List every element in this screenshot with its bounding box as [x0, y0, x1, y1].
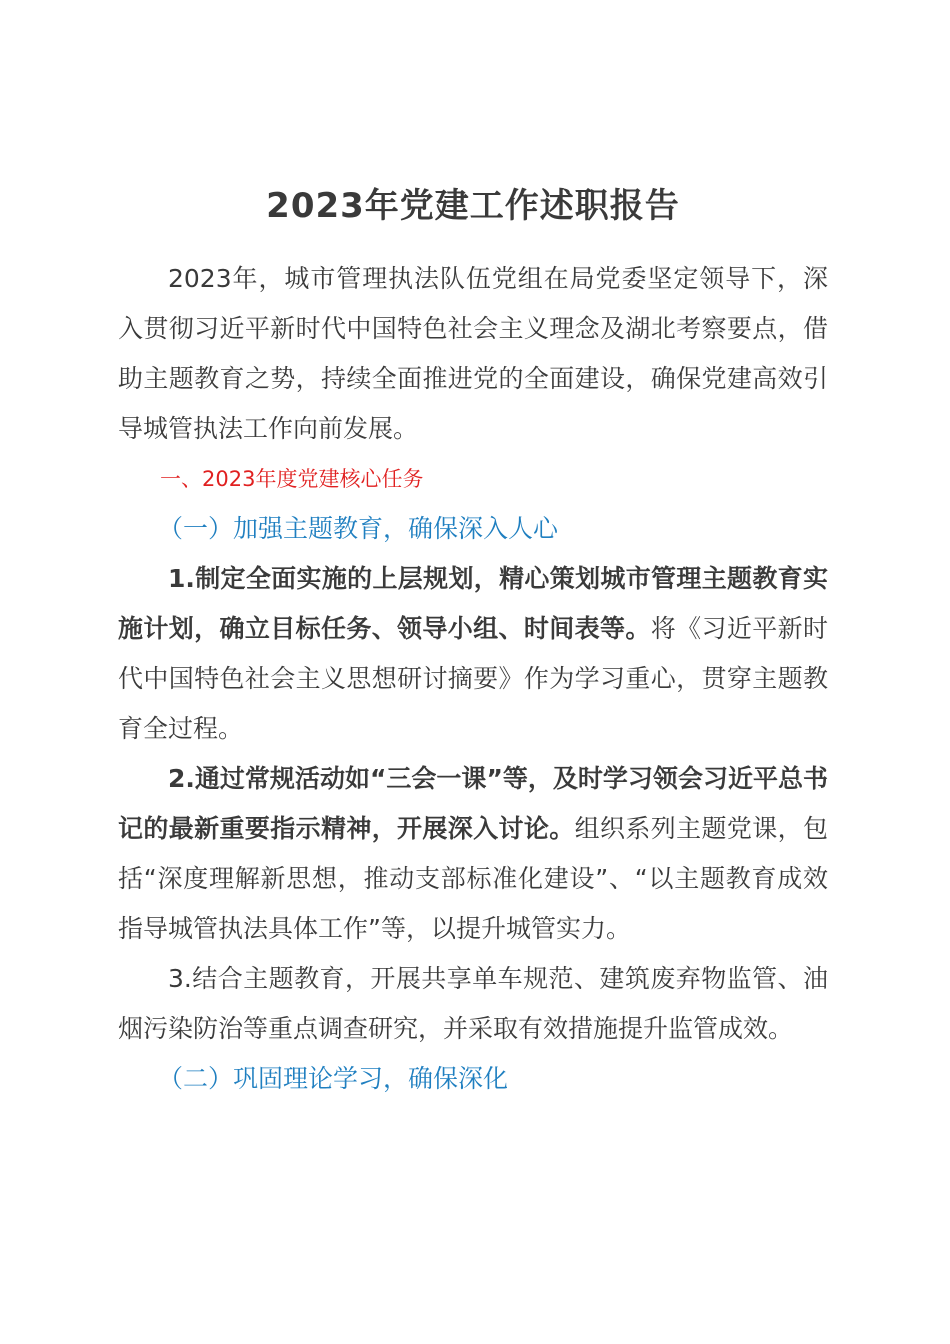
section-heading-1: 一、2023年度党建核心任务: [160, 467, 424, 491]
item-2-text: 组织系列主题党课，包括“深度理解新思想，推动支部标准化建设”、“以主题教育成效指导城管执法具体工作”等，以提升城管实力。: [118, 814, 828, 943]
document-title: 2023年党建工作述职报告: [266, 186, 680, 226]
item-2-paragraph: [118, 754, 828, 954]
item-1-text: 将《习近平新时代中国特色社会主义思想研讨摘要》作为学习重心，贯穿主题教育全过程。: [118, 614, 828, 743]
item-1-bold-text: 1.制定全面实施的上层规划，精心策划城市管理主题教育实施计划，确立目标任务、领导小组、时间表等。: [118, 564, 828, 643]
item-1-paragraph: [118, 554, 828, 754]
subsection-heading-1: （一）加强主题教育，确保深入人心: [158, 514, 559, 543]
document-page: [118, 180, 828, 1104]
item-3-paragraph: 3.结合主题教育，开展共享单车规范、建筑废弃物监管、油烟污染防治等重点调查研究，并采取有效措施提升监管成效。: [118, 964, 828, 1043]
subsection-heading-2: （二）巩固理论学习，确保深化: [158, 1064, 509, 1093]
item-2-bold-text: 2.通过常规活动如“三会一课”等，及时学习领会习近平总书记的最新重要指示精神，开展深入讨论。: [118, 764, 828, 843]
intro-paragraph: 2023年，城市管理执法队伍党组在局党委坚定领导下，深入贯彻习近平新时代中国特色社会主义理念及湖北考察要点，借助主题教育之势，持续全面推进党的全面建设，确保党建高效引导城管执法工作向前发展。: [118, 264, 828, 443]
